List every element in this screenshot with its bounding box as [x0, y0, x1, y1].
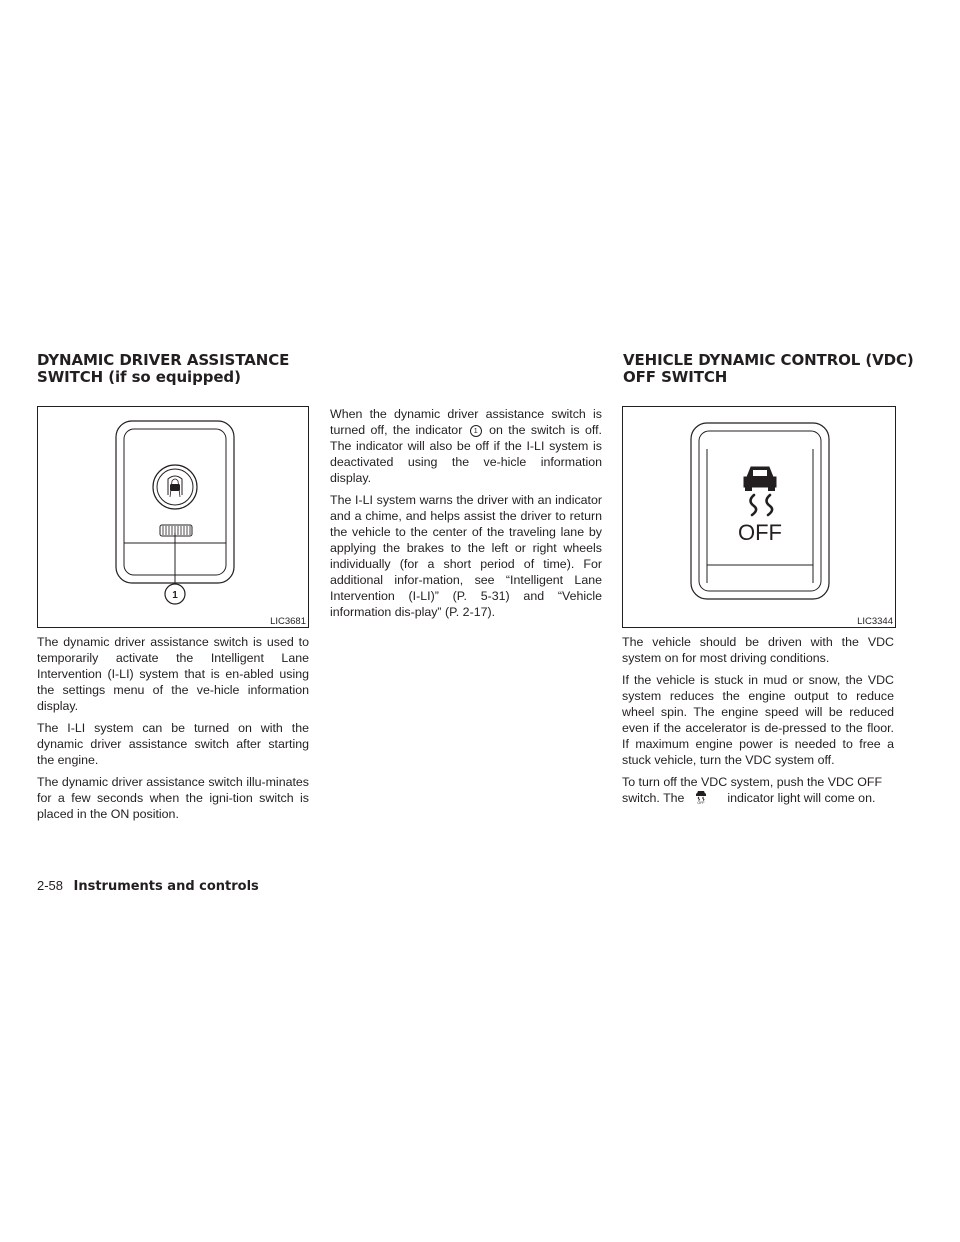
svg-text:OFF: OFF: [697, 800, 705, 804]
vdc-off-indicator-icon: [694, 790, 708, 804]
page-number: 2-58: [37, 878, 64, 893]
page-footer: [37, 877, 259, 895]
right-paragraph-2: If the vehicle is stuck in mud or snow, the VDC system reduces the engine output to reduce wheel spin. The engine speed will be reduced even if the accelerator is de-pressed to the floor. If maximum engine power is needed to free a stuck vehicle, turn the VDC system off.: [622, 673, 894, 767]
left-section-heading: [37, 352, 289, 386]
left-paragraph-3: The dynamic driver assistance switch illu-minates for a few seconds when the igni-tion switch is placed in the ON position.: [37, 775, 309, 821]
left-paragraph-2: The I-LI system can be turned on with the dynamic driver assistance switch after starting the engine.: [37, 721, 309, 767]
middle-paragraph-1: [330, 406, 602, 486]
switch-illustration: [38, 407, 308, 627]
middle-paragraph-2: The I-LI system warns the driver with an indicator and a chime, and helps assist the driver to return the vehicle to the center of the traveling lane by applying the brakes to the left or right wheels individually (for a short period of time). For additional infor-mation, see “Intelligent Lane Intervention (I-LI)” (P. 5-31) and “Vehicle information dis-play” (P. 2-17).: [330, 493, 602, 619]
left-column-text: [37, 634, 309, 828]
right-paragraph-3: [622, 774, 894, 806]
middle-p1-after: on the switch is off. The indicator will also be off if the I-LI system is deactivated using the ve-hicle information display.: [330, 423, 602, 485]
right-heading-line2: OFF SWITCH: [623, 368, 728, 386]
middle-p1-before: When the dynamic driver assistance switch is turned off, the indicator: [330, 407, 602, 437]
dynamic-driver-assistance-switch-figure: [37, 406, 309, 628]
right-p3-before: To turn off the VDC system, push the VDC OFF switch. The: [622, 775, 883, 805]
callout-number: 1: [172, 590, 178, 601]
left-heading-line1: DYNAMIC DRIVER ASSISTANCE: [37, 351, 290, 369]
footer-section-title: Instruments and controls: [73, 879, 259, 894]
vdc-switch-illustration: [623, 407, 895, 627]
left-heading-line2: SWITCH (if so equipped): [37, 368, 241, 386]
right-column-text: [622, 634, 894, 812]
right-paragraph-1: The vehicle should be driven with the VDC system on for most driving conditions.: [622, 635, 894, 665]
figure-code-right: LIC3344: [857, 616, 893, 627]
switch-off-label: OFF: [738, 520, 782, 545]
figure-code-left: LIC3681: [270, 616, 306, 627]
right-section-heading: [623, 352, 914, 386]
middle-column-text: [330, 406, 602, 626]
right-p3-after: indicator light will come on.: [727, 791, 876, 805]
indicator-marker-1: 1: [470, 425, 482, 437]
right-heading-line1: VEHICLE DYNAMIC CONTROL (VDC): [623, 351, 914, 369]
left-paragraph-1: The dynamic driver assistance switch is used to temporarily activate the Intelligent Lane Intervention (I-LI) system that is en-abled using the settings menu of the ve-hicle information display.: [37, 635, 309, 713]
vdc-off-switch-figure: [622, 406, 896, 628]
